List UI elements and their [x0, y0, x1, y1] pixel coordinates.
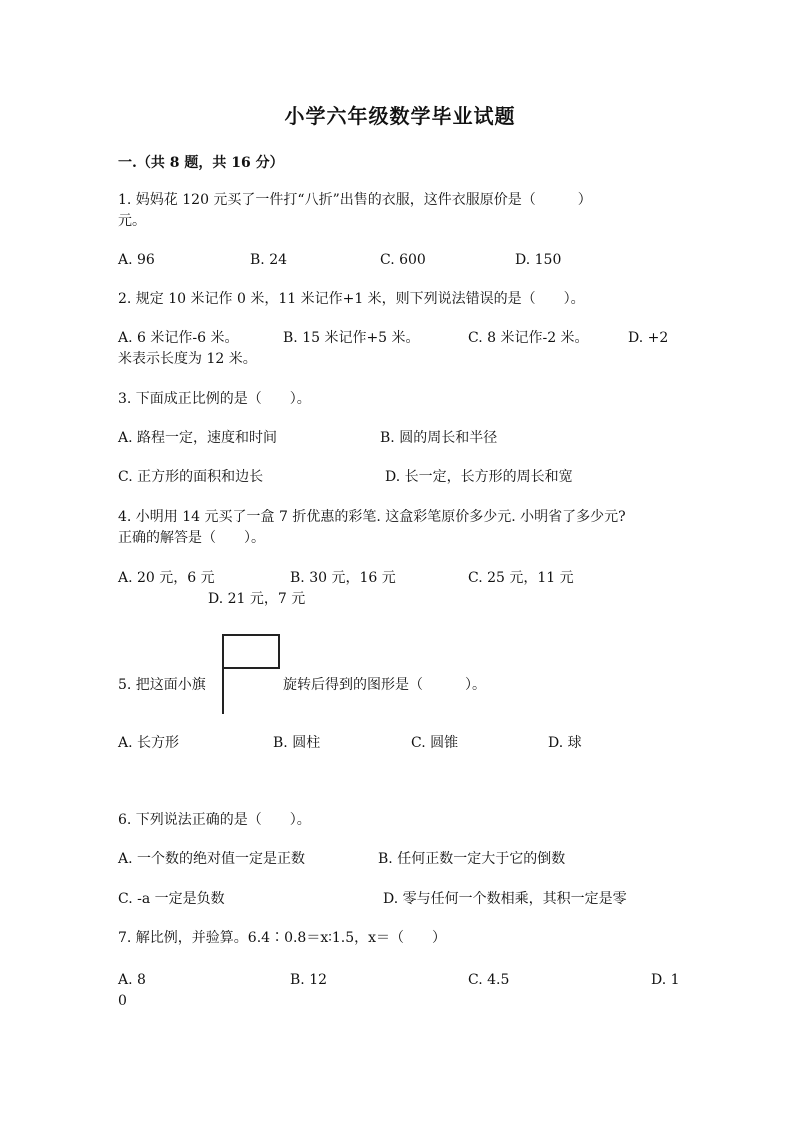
question-3-option-c[interactable]: C. 正方形的面积和边长	[118, 469, 264, 485]
question-2-option-d[interactable]: D. +2	[628, 330, 669, 346]
question-6-option-a[interactable]: A. 一个数的绝对值一定是正数	[118, 851, 306, 867]
question-5-option-a[interactable]: A. 长方形	[118, 735, 180, 751]
question-4-stem-line2: 正确的解答是（ ）。	[118, 530, 265, 546]
question-2-option-c[interactable]: C. 8 米记作-2 米。	[468, 330, 589, 346]
section-heading: 一.（共 8 题，共 16 分）	[118, 155, 284, 171]
question-2-option-b[interactable]: B. 15 米记作+5 米。	[283, 330, 420, 346]
question-5-stem-part2: 旋转后得到的图形是（ ）。	[283, 677, 486, 693]
question-5-stem-part1: 5. 把这面小旗	[118, 677, 206, 693]
question-4-option-b[interactable]: B. 30 元，16 元	[290, 570, 396, 586]
question-6-option-c[interactable]: C. -a 一定是负数	[118, 891, 225, 907]
question-1-stem-line1: 1. 妈妈花 120 元买了一件打“八折”出售的衣服，这件衣服原价是（ ）	[118, 192, 592, 208]
question-7-option-a[interactable]: A. 8	[118, 972, 146, 988]
question-1-option-c[interactable]: C. 600	[380, 252, 426, 268]
question-2-option-a[interactable]: A. 6 米记作-6 米。	[118, 330, 239, 346]
question-4-option-c[interactable]: C. 25 元，11 元	[468, 570, 574, 586]
question-7-stem: 7. 解比例，并验算。6.4∶0.8＝x∶1.5，x＝（ ）	[118, 930, 447, 946]
question-4-option-d[interactable]: D. 21 元，7 元	[208, 591, 306, 607]
question-1-option-d[interactable]: D. 150	[515, 252, 562, 268]
page-title: 小学六年级数学毕业试题	[284, 104, 516, 128]
question-4-option-a[interactable]: A. 20 元，6 元	[118, 570, 215, 586]
question-1-option-a[interactable]: A. 96	[118, 252, 155, 268]
question-7-option-d-continuation: 0	[118, 993, 127, 1009]
question-6-option-d[interactable]: D. 零与任何一个数相乘，其积一定是零	[383, 891, 627, 907]
question-6-option-b[interactable]: B. 任何正数一定大于它的倒数	[378, 851, 566, 867]
question-6-stem: 6. 下列说法正确的是（ ）。	[118, 812, 311, 828]
question-1-stem-line2: 元。	[118, 213, 146, 229]
question-2-stem: 2. 规定 10 米记作 0 米，11 米记作+1 米，则下列说法错误的是（ ）。	[118, 291, 585, 307]
question-2-option-d-continuation: 米表示长度为 12 米。	[118, 351, 257, 367]
question-5-option-d[interactable]: D. 球	[548, 735, 582, 751]
question-3-option-d[interactable]: D. 长一定，长方形的周长和宽	[385, 469, 573, 485]
flag-figure	[221, 634, 281, 714]
question-5-option-b[interactable]: B. 圆柱	[273, 735, 321, 751]
question-3-stem: 3. 下面成正比例的是（ ）。	[118, 391, 311, 407]
question-7-option-c[interactable]: C. 4.5	[468, 972, 510, 988]
question-7-option-d[interactable]: D. 1	[651, 972, 680, 988]
question-3-option-b[interactable]: B. 圆的周长和半径	[380, 430, 498, 446]
question-3-option-a[interactable]: A. 路程一定，速度和时间	[118, 430, 278, 446]
question-7-option-b[interactable]: B. 12	[290, 972, 328, 988]
question-5-option-c[interactable]: C. 圆锥	[411, 735, 459, 751]
question-4-stem-line1: 4. 小明用 14 元买了一盒 7 折优惠的彩笔. 这盒彩笔原价多少元. 小明省了多少元?	[118, 509, 626, 525]
question-1-option-b[interactable]: B. 24	[250, 252, 288, 268]
